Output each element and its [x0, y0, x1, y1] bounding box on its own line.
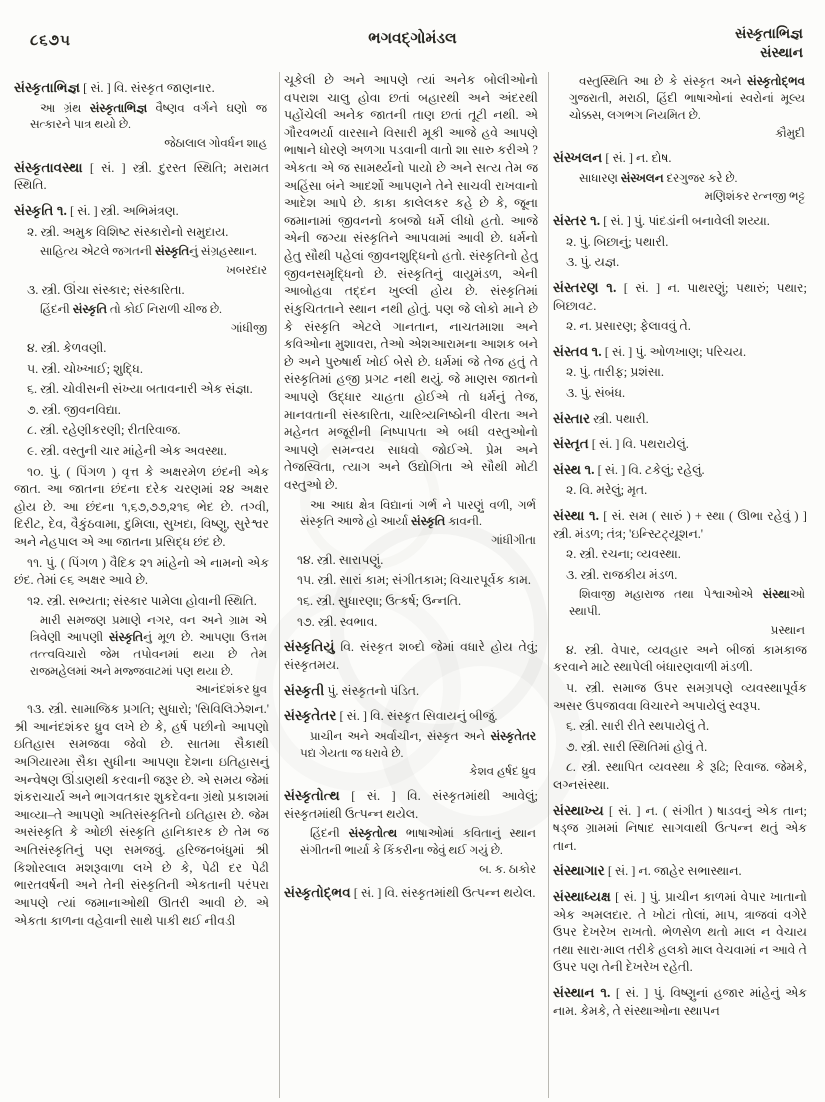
dictionary-entry: સંસ્થા ૧. [ સં. સમ ( સારું ) + સ્થા ( ઊભા રહેવું ) ] સ્ત્રી. મંડળ; તંત્ર; 'ઇન્સ્ટિટ્યૂશન.': [552, 508, 807, 541]
catchword-first: સંસ્કૃતાભિજ્ઞ: [734, 27, 803, 42]
dictionary-entry: સંસ્તાર સ્ત્રી. પથારી.: [552, 410, 649, 426]
sense-item: ૪. સ્ત્રી. કેળવણી.: [27, 340, 107, 355]
headword: સંસ્તર ૧.: [552, 213, 601, 229]
sense-item: ૭. સ્ત્રી. જીવનવિદ્યા.: [27, 402, 121, 417]
column-1: [10, 72, 279, 1098]
citation-quote: પ્રાચીન અને અર્વાચીન, સંસ્કૃત અને સંસ્કૃતેતર પદ્ય ગેયતા જ ધરાવે છે.: [299, 728, 536, 760]
dictionary-entry: સંસ્કૃતોદ્ભવ [ સં. ] વિ. સંસ્કૃતમાંથી ઉત્પન્ન થયેલ.: [283, 885, 536, 901]
sense-item: ૧૨. સ્ત્રી. સભ્યતા; સંસ્કાર પામેલા હોવાની સ્થિતિ.: [27, 593, 257, 608]
headword: સંસ્કૃતાવસ્થા: [14, 159, 83, 175]
catchwords: [735, 26, 803, 64]
page-header: [0, 26, 825, 66]
sense-item: ૭. સ્ત્રી. સારી સ્થિતિમાં હોવું તે.: [565, 739, 708, 754]
continuation-paragraph: ચૂકેલી છે અને આપણે ત્યાં અનેક બોલીઓનો વપરાશ ચાલુ હોવા છતાં બહારથી અને અંદરથી પહોંચેલી અનેક જાતની તાણ છતાં તૂટી નથી. એ ગૌરવભર્યા વારસાને વિસારી મૂકી આજે હવે આપણે ભાષાને ધોરણે અળગા પડવાની વાતો શા સારુ કરીએ ? એકતા એ જ સામર્થ્યનો પાયો છે અને સત્ય તેમ જ અહિંસા બંને આદર્શો આપણને તેને સાચવી રાખવાનો આદેશ આપે છે. કાકા કાલેલકર કહે છે કે, જૂના જમાનામાં જીવનનો કબજો ધર્મે લીધો હતો. આજે એની જગ્યા સંસ્કૃતિને આપવામાં આવી છે. ધર્મનો હેતુ સૌથી પહેલાં જીવનશુદ્ધિનો હતો. સંસ્કૃતિનો હેતુ જીવનસમૃદ્ધિનો છે. સંસ્કૃતિનું વાયુમંડળ, એની આબોહવા તદ્દન ખુલ્લી હોય છે. સંસ્કૃતિમાં સંકુચિતતાને સ્થાન નથી હોતું. પણ જે લોકો માને છે કે સંસ્કૃતિ એટલે ગાનતાન, નાચતમાશા અને કવિઓના મુશાવરા, તેઓ એશઆરામના આશક બને છે અને પુરુષાર્થ ખોઈ બેસે છે. ધર્મમાં જે તેજ હતું તે સંસ્કૃતિમાં હજી પ્રગટ નથી થયું. જે માણસ જાતનો આપણે ઉદ્ધાર ચાહતા હોઈએ તો ધર્મનું તેજ, માનવતાની સંસ્કારિતા, ચારિત્ર્યનિષ્ઠોની વીરતા અને મહેનત મજૂરીની નિષ્પાપતા એ બધી વસ્તુઓનો આપણે સમન્વય સાધવો જોઈએ. પ્રેમ અને તેજસ્વિતા, ત્યાગ અને ઉદ્યોગિતા એ સૌથી મોટી વસ્તુઓ છે.: [283, 73, 538, 493]
book-title: ભગવદ્ગોમંડલ: [368, 30, 457, 47]
quote-attribution: જેઠાલાલ ગોવર્ધન શાહ: [164, 136, 267, 151]
catchword-last: સંસ્થાન: [760, 45, 803, 61]
sense-item: ૩. પું. યજ્ઞ.: [565, 255, 620, 270]
sense-item: ૧૪. સ્ત્રી. સારાપણું.: [296, 552, 384, 567]
sense-item: ૨. વિ. મરેલું; મૃત.: [565, 483, 648, 498]
headword: સંસ્કૃતેતર: [283, 708, 337, 724]
dictionary-entry: સંસ્કૃતાવસ્થા [ સં. ] સ્ત્રી. દુરસ્ત સ્થિતિ; મરામત સ્થિતિ.: [14, 159, 269, 193]
sense-item: ૧૧. પું. ( પિંગળ ) વૈદિક ૨૧ માંહેનો એ નામનો એક છંદ. તેમાં ૯૬ અક્ષર આવે છે.: [14, 555, 269, 588]
headword: સંસ્કૃતી: [283, 682, 325, 698]
citation-quote: હિંદની સંસ્કૃતોત્થ ભાષાઓમાં કવિતાનું સ્થાન સંગીતની ભાર્યા કે કિંકરીના જેવું થઈ ગયું છે.: [299, 826, 536, 857]
headword: સંસ્કૃતિયું: [283, 639, 335, 655]
dictionary-entry: સંસ્તરણ ૧. [ સં. ] ન. પાથરણું; પથારું; પથાર; બિછાવટ.: [552, 279, 807, 313]
sense-item: ૩. પું. સંબંધ.: [565, 385, 626, 400]
citation-quote: આ ગ્રંથ સંસ્કૃતાભિજ્ઞ વૈષ્ણવ વર્ગને ઘણો જ સત્કારને પાત્ર થયો છે.: [30, 100, 267, 132]
citation-quote: આ આઘ ક્ષેત્ર વિદ્યાનાં ગર્ભ ને પારણું વળી, ગર્ભ સંસ્કૃતિ આજે હો આર્યા સંસ્કૃતિ કાવની.: [299, 497, 536, 529]
sense-item: ૨. સ્ત્રી. અમુક વિશિષ્ટ સંસ્કારોનો સમુદાય.: [27, 224, 229, 239]
sense-item: ૧૦. પું. ( પિંગળ ) વૃત્ત કે અક્ષરમેળ છંદની એક જાત. આ જાતના છંદના દરેક ચરણમાં ૨૪ અક્ષર હોય છે. આ છંદના ૧,૬૭,૭૭,૨૧૬ ભેદ છે. તગ્વી, દિરીટ, દેવ, વૈકુંઠવામા, દુમિલા, સુખદા, વિષ્ણુ, સુરેશ્વર અને નેહપાલ એ આ જાતના પ્રસિદ્ધ છંદ છે.: [14, 464, 269, 549]
dictionary-entry: સંસ્ખલન [ સં. ] ન. દોષ.: [552, 150, 672, 165]
headword: સંસ્થાન ૧.: [552, 985, 611, 1001]
headword: સંસ્થાધ્યક્ષ: [552, 889, 611, 905]
sense-item: ૯. સ્ત્રી. વસ્તુની ચાર માંહેની એક અવસ્થા.: [27, 443, 227, 458]
quote-attribution: પ્રસ્થાન: [770, 622, 805, 637]
sense-item: ૫. સ્ત્રી. ચોખ્ખાઈ; શુદ્ધિ.: [27, 361, 143, 376]
citation-quote: સાહિત્ય એટલે જગતની સંસ્કૃતિનું સંગ્રહસ્થાન.: [40, 244, 257, 259]
headword: સંસ્તવ ૧.: [552, 343, 602, 359]
headword: સંસ્તાર: [552, 410, 591, 426]
citation-quote: શિવાજી મહારાજ તથા પેશ્વાઓએ સંસ્થાઓ સ્થાપી.: [568, 587, 805, 619]
quote-attribution: ગાંધીગીતા: [491, 533, 536, 548]
citation-quote: વસ્તુસ્થિતિ આ છે કે સંસ્કૃત અને સંસ્કૃતોદ્ભવ ગુજરાતી, મરાઠી, હિંદી ભાષાઓનાં સ્વરોનાં મૂલ્ય ચોક્કસ, લગભગ નિયમિત છે.: [568, 74, 805, 122]
sense-item: ૩. સ્ત્રી. રાજકીય મંડળ.: [565, 567, 678, 582]
text-columns: [10, 72, 817, 1098]
quote-attribution: ખબરદાર: [226, 263, 267, 278]
headword: સંસ્થાખ્ય: [552, 802, 604, 818]
sense-item: ૧૫. સ્ત્રી. સારાં કામ; સંગીતકામ; વિચારપૂર્વક કામ.: [296, 573, 532, 588]
quote-attribution: આનંદશંકર ધ્રુવ: [195, 682, 267, 697]
headword: સંસ્તરણ ૧.: [552, 279, 617, 295]
dictionary-entry: સંસ્કૃતિ ૧. [ સં. ] સ્ત્રી. અભિમંત્રણ.: [14, 203, 179, 219]
citation-quote: સાધારણ સંસ્ખલન દરગુજર કરે છે.: [578, 170, 738, 185]
quote-attribution: કેશવ હર્ષદ ધ્રુવ: [469, 764, 536, 779]
sense-item: ૪. સ્ત્રી. વેપાર, વ્યવહાર અને બીજાં કામકાજ કરવાને માટે સ્થાપેલી બંધારણવાળી મંડળી.: [552, 642, 807, 675]
headword: સંસ્તૃત: [552, 436, 589, 452]
sense-item: ૨. પું. તારીફ; પ્રશંસા.: [565, 365, 664, 380]
sense-item: ૫. સ્ત્રી. સમાજ ઉપર સમગ્રપણે વ્યવસ્થાપૂર્વક અસર ઉપજાવવા વિચારને અપાયેલું સ્વરૂપ.: [552, 680, 807, 713]
dictionary-entry: સંસ્થાખ્ય [ સં. ] ન. ( સંગીત ) ષાડવનું એક તાન; ષડ્જ ગ્રામમાં નિષાદ સાગવાથી ઉત્પન્ન થતું એક તાન.: [552, 802, 807, 853]
dictionary-entry: સંસ્તૃત [ સં. ] વિ. પથરાયેલું.: [552, 436, 689, 452]
dictionary-entry: સંસ્થાગાર [ સં. ] ન. જાહેર સભાસ્થાન.: [552, 863, 742, 879]
page-number: ૮૬૭૫: [30, 33, 71, 49]
dictionary-entry: સંસ્તવ ૧. [ સં. ] પું. ઓળખાણ; પરિચય.: [552, 343, 747, 359]
dictionary-entry: સંસ્કૃતિયું વિ. સંસ્કૃત શબ્દો જેમાં વધારે હોય તેવું; સંસ્કૃતમય.: [283, 639, 538, 672]
sense-item: ૨. ન. પ્રસારણ; ફેલાવવું તે.: [565, 319, 691, 334]
sense-item: ૩. સ્ત્રી. ઊંચા સંસ્કાર; સંસ્કારિતા.: [27, 282, 185, 297]
headword: સંસ્કૃતિ ૧.: [14, 203, 67, 219]
sense-item: ૮. સ્ત્રી. રહેણીકરણી; રીતરિવાજ.: [27, 423, 181, 438]
citation-quote: મારી સમજણ પ્રમાણે નગર, વન અને ગ્રામ એ ત્રિવેણી આપણી સંસ્કૃતિનું મૂળ છે. આપણા ઉત્તમ તત્ત્વવિચારો જેમ તપોવનમાં થયા છે તેમ રાજમહેલમાં અને મજ્જવાટમાં પણ થયા છે.: [30, 613, 267, 678]
dictionary-entry: સંસ્તર ૧. [ સં. ] પું. પાંદડાંની બનાવેલી શય્યા.: [552, 213, 770, 229]
quote-attribution: બ. ક. ઠાકોર: [479, 861, 536, 876]
sense-item: ૮. સ્ત્રી. સ્થાપિત વ્યવસ્થા કે રૂઢિ; રિવાજ. જેમકે, લગ્નસંસ્થા.: [552, 760, 807, 792]
column-3: [548, 72, 817, 1098]
sense-item: ૨. પું. બિછાનું; પથારી.: [565, 234, 669, 249]
headword: સંસ્કૃતાભિજ્ઞ: [14, 80, 81, 95]
sense-item: ૧૭. સ્ત્રી. સ્વભાવ.: [296, 614, 378, 629]
sense-item: ૧૩. સ્ત્રી. સામાજિક પ્રગતિ; સુધારો; 'સિવિલિઝેશન.' શ્રી આનંદશંકર ધ્રુવ લખે છે કે, હર્ષ પછીનો આપણો ઇતિહાસ સમજવા જેવો છે. સાતમા સૈકાથી અગિયારમા સૈકા સુધીના આપણા દેશના ઇતિહાસનું અન્વેષણ ઊંડાણથી કરવાની જરૂર છે. એ સમય જેમાં શંકરાચાર્ય અને ભાગવતકાર શુકદેવના ગ્રંથો પ્રકાશમાં આવ્યા–તે આપણો અતિસંસ્કૃતિનો ઇતિહાસ છે. જેમ અસંસ્કૃતિ કે ઓછી સંસ્કૃતિ હાનિકારક છે તેમ જ અતિસંસ્કૃતિનું પણ સમજવું. હરિજનબંધુમાં શ્રી કિશોરલાલ મશરૂવાળા લખે છે કે, પેઢી દર પેઢી ભારતવર્ષની અને તેની સંસ્કૃતિની એકતાની પરંપરા આપણે ત્યાં જમાનાઓથી ઊતરી આવી છે. એ એકતા કાળના વહેવાની સાથે પાકી થઈ નીવડી: [14, 702, 269, 928]
dictionary-entry: સંસ્કૃતાભિજ્ઞ [ સં. ] વિ. સંસ્કૃત જાણનાર.: [14, 80, 215, 95]
dictionary-entry: સંસ્કૃતોત્થ [ સં. ] વિ. સંસ્કૃતમાંથી આવેલું; સંસ્કૃતમાંથી ઉત્પન્ન થયેલ.: [283, 788, 538, 821]
dictionary-entry: સંસ્થાધ્યક્ષ [ સં. ] પું. પ્રાચીન કાળમાં વેપાર ખાતાનો એક અમલદાર. તે ખોટાં તોલાં, માપ, ત્રાજવાં વગેરે ઉપર દેખરેખ રાખતો. ભેળસેળ થતો માલ ન વેચાય તથા સારા·માલ તરીકે હલકો માલ વેચવામાં ન આવે તે ઉપર પણ તેની દેખરેખ રહેતી.: [552, 889, 807, 975]
sense-item: ૧૬. સ્ત્રી. સુધારણા; ઉત્કર્ષ; ઉન્નતિ.: [296, 594, 462, 609]
headword: સંસ્કૃતોત્થ: [283, 788, 340, 803]
quote-attribution: મણિશંકર રત્નજી ભટ્ટ: [704, 189, 805, 204]
headword: સંસ્થા ૧.: [552, 508, 600, 524]
sense-item: ૬. સ્ત્રી. સારી રીતે સ્થપાયેલું તે.: [565, 719, 710, 734]
dictionary-entry: સંસ્કૃતી પું. સંસ્કૃતનો પંડિત.: [283, 682, 420, 698]
dictionary-entry: સંસ્કૃતેતર [ સં. ] વિ. સંસ્કૃત સિવાયનું બીજું.: [283, 708, 498, 724]
headword: સંસ્થાગાર: [552, 863, 605, 879]
sense-item: ૬. સ્ત્રી. ચોવીસની સંખ્યા બતાવનારી એક સંજ્ઞા.: [27, 382, 253, 397]
dictionary-entry: સંસ્થ ૧. [ સં. ] વિ. ટકેલું; રહેલું.: [552, 461, 705, 477]
quote-attribution: કૌમુદી: [775, 126, 805, 141]
sense-item: ૨. સ્ત્રી. રચના; વ્યવસ્થા.: [565, 547, 681, 562]
column-2: [279, 72, 548, 1098]
headword: સંસ્ખલન: [552, 150, 603, 165]
headword: સંસ્થ ૧.: [552, 461, 595, 477]
citation-quote: હિંદની સંસ્કૃતિ તો કોઈ નિરાળી ચીજ છે.: [40, 302, 222, 317]
dictionary-entry: સંસ્થાન ૧. [ સં. ] પું. વિષ્ણુનાં હજાર માંહેનું એક નામ. કેમકે, તે સંસ્થાઓના સ્થાપન: [552, 985, 807, 1018]
headword: સંસ્કૃતોદ્ભવ: [283, 885, 351, 901]
quote-attribution: ગાંધીજી: [231, 321, 267, 336]
